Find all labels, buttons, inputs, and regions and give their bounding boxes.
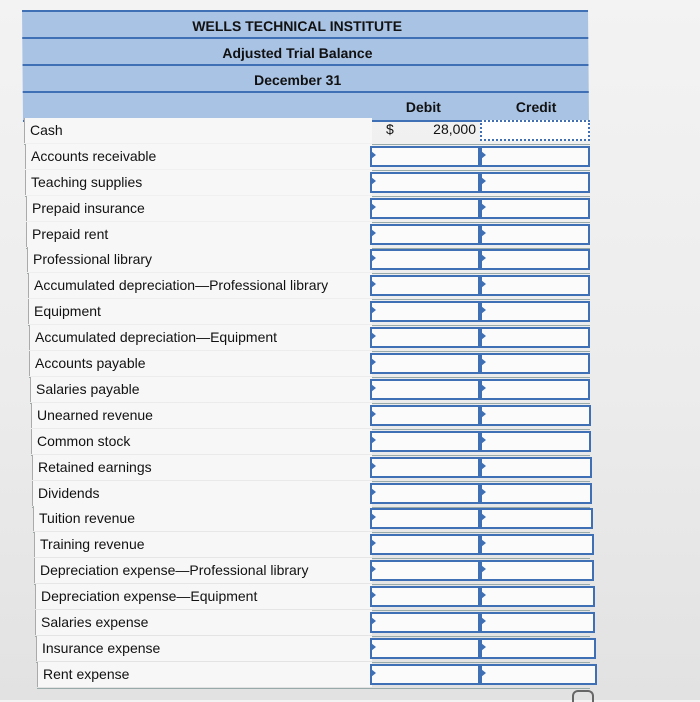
debit-input[interactable] <box>370 249 480 270</box>
currency-symbol: $ <box>386 121 394 137</box>
credit-input[interactable] <box>480 431 591 452</box>
debit-input[interactable] <box>370 120 480 141</box>
credit-input[interactable] <box>480 534 594 555</box>
statement-title: Adjusted Trial Balance <box>222 44 373 61</box>
debit-input[interactable] <box>370 664 480 685</box>
account-row <box>34 558 590 585</box>
credit-input[interactable] <box>480 301 590 322</box>
debit-column-header: Debit <box>405 99 441 115</box>
debit-input[interactable] <box>370 612 480 633</box>
debit-input[interactable] <box>370 586 480 607</box>
account-row <box>25 144 590 171</box>
account-row <box>34 532 590 559</box>
credit-input[interactable] <box>480 586 595 607</box>
debit-input[interactable] <box>370 198 480 219</box>
account-row <box>26 222 590 249</box>
account-name: Salaries payable <box>30 377 372 402</box>
account-row <box>32 481 590 508</box>
account-row <box>28 273 590 300</box>
credit-input[interactable] <box>480 483 592 504</box>
account-row <box>35 610 590 637</box>
account-row <box>25 170 590 197</box>
credit-input[interactable] <box>480 405 591 426</box>
account-name: Salaries expense <box>35 610 372 635</box>
account-row <box>33 506 590 533</box>
credit-input[interactable] <box>480 612 595 633</box>
account-name: Training revenue <box>34 532 372 557</box>
credit-input[interactable] <box>480 224 590 245</box>
account-name: Unearned revenue <box>31 403 372 428</box>
account-name: Prepaid insurance <box>26 196 372 221</box>
account-name: Cash <box>24 118 372 143</box>
account-name: Equipment <box>28 299 372 324</box>
debit-input[interactable] <box>370 172 480 193</box>
account-name: Prepaid rent <box>26 222 372 247</box>
credit-column-header: Credit <box>515 99 557 115</box>
statement-title-banner <box>22 37 588 66</box>
account-name: Accumulated depreciation—Equipment <box>29 325 372 350</box>
debit-input[interactable] <box>370 534 480 555</box>
credit-input[interactable] <box>480 638 596 659</box>
debit-input[interactable] <box>370 379 480 400</box>
statement-date: December 31 <box>253 71 342 88</box>
account-row <box>24 118 590 145</box>
account-name: Professional library <box>27 247 372 272</box>
account-name: Depreciation expense—Equipment <box>35 584 372 609</box>
account-row <box>32 455 590 482</box>
account-row <box>36 636 590 663</box>
credit-input[interactable] <box>480 457 592 478</box>
account-name: Dividends <box>32 481 372 506</box>
debit-input[interactable] <box>370 638 480 659</box>
debit-input[interactable] <box>370 224 480 245</box>
credit-input[interactable] <box>480 146 590 167</box>
account-name: Depreciation expense—Professional library <box>34 558 372 583</box>
debit-input[interactable] <box>370 275 480 296</box>
account-name: Insurance expense <box>36 636 372 661</box>
credit-input[interactable] <box>480 249 590 270</box>
account-name: Accounts payable <box>29 351 372 376</box>
debit-input[interactable] <box>370 560 480 581</box>
account-name: Rent expense <box>37 662 372 687</box>
link-icon <box>572 690 594 702</box>
account-name: Accumulated depreciation—Professional library <box>28 273 372 298</box>
debit-input[interactable] <box>370 405 480 426</box>
credit-input[interactable] <box>480 172 590 193</box>
debit-input[interactable] <box>370 327 480 348</box>
debit-input[interactable] <box>370 457 480 478</box>
account-row <box>37 662 590 689</box>
credit-input[interactable] <box>480 275 590 296</box>
debit-input[interactable] <box>370 146 480 167</box>
credit-input[interactable] <box>480 327 590 348</box>
account-row <box>26 196 590 223</box>
account-row <box>29 325 590 352</box>
credit-input[interactable] <box>480 120 590 141</box>
company-name: WELLS TECHNICAL INSTITUTE <box>192 17 403 34</box>
company-banner <box>22 10 588 39</box>
debit-input[interactable] <box>370 301 480 322</box>
account-row <box>29 351 590 378</box>
debit-input[interactable] <box>370 353 480 374</box>
account-row <box>30 377 590 404</box>
account-name: Common stock <box>31 429 372 454</box>
account-row <box>31 403 590 430</box>
credit-input[interactable] <box>480 379 590 400</box>
debit-input[interactable] <box>370 483 480 504</box>
account-row <box>27 247 590 274</box>
credit-input[interactable] <box>480 664 597 685</box>
account-row <box>28 299 590 326</box>
account-name: Tuition revenue <box>33 506 372 531</box>
account-name: Accounts receivable <box>25 144 372 169</box>
account-row <box>31 429 590 456</box>
statement-date-banner <box>22 64 588 93</box>
credit-input[interactable] <box>480 198 590 219</box>
debit-input[interactable] <box>370 508 480 529</box>
account-name: Retained earnings <box>32 455 372 480</box>
debit-input[interactable] <box>370 431 480 452</box>
account-name: Teaching supplies <box>25 170 372 195</box>
account-row <box>35 584 590 611</box>
credit-input[interactable] <box>480 508 593 529</box>
credit-input[interactable] <box>480 353 590 374</box>
credit-input[interactable] <box>480 560 594 581</box>
debit-value: 28,000 <box>433 121 476 137</box>
